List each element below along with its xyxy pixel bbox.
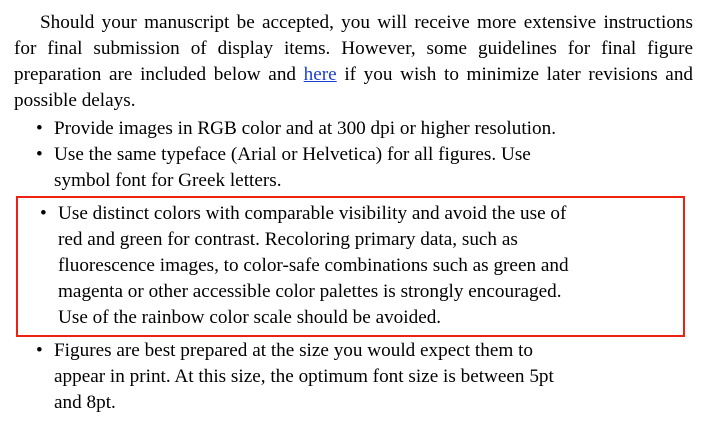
list-item-line: fluorescence images, to color-safe combinations such as green and (58, 255, 569, 276)
guidelines-list-bottom (14, 338, 693, 416)
list-item-line: and 8pt. (54, 392, 116, 413)
list-item-line: magenta or other accessible color palettes is strongly encouraged. (58, 281, 562, 302)
intro-text-before-link: Should your manuscript be accepted, you will receive more extensive instructions for final submission of display items. However, some guidelines for final figure preparation are included below and (14, 12, 693, 85)
list-item-line: appear in print. At this size, the optimum font size is between 5pt (54, 366, 554, 387)
list-item (14, 142, 693, 194)
bullet-icon: • (40, 203, 47, 224)
list-item (14, 116, 693, 142)
list-item-line: Use of the rainbow color scale should be avoided. (58, 307, 442, 328)
list-item-line: Figures are best prepared at the size you would expect them to (54, 340, 533, 361)
guidelines-list-highlighted (20, 201, 679, 331)
bullet-icon: • (36, 144, 43, 165)
intro-paragraph (14, 10, 693, 114)
list-item (20, 201, 679, 331)
list-item (14, 338, 693, 416)
list-item-line: symbol font for Greek letters. (54, 170, 282, 191)
list-item-line: Provide images in RGB color and at 300 dpi or higher resolution. (54, 118, 556, 139)
highlighted-callout-box (16, 196, 685, 337)
list-item-line: Use the same typeface (Arial or Helvetica) for all figures. Use (54, 144, 531, 165)
intro-text-after-link: if you wish to minimize later revisions and possible delays. (14, 64, 694, 111)
list-item-line: Use distinct colors with comparable visibility and avoid the use of (58, 203, 567, 224)
bullet-icon: • (36, 340, 43, 361)
guidelines-list-top (14, 116, 693, 194)
bullet-icon: • (36, 118, 43, 139)
here-link[interactable]: here (303, 64, 337, 85)
list-item-line: red and green for contrast. Recoloring primary data, such as (58, 229, 518, 250)
